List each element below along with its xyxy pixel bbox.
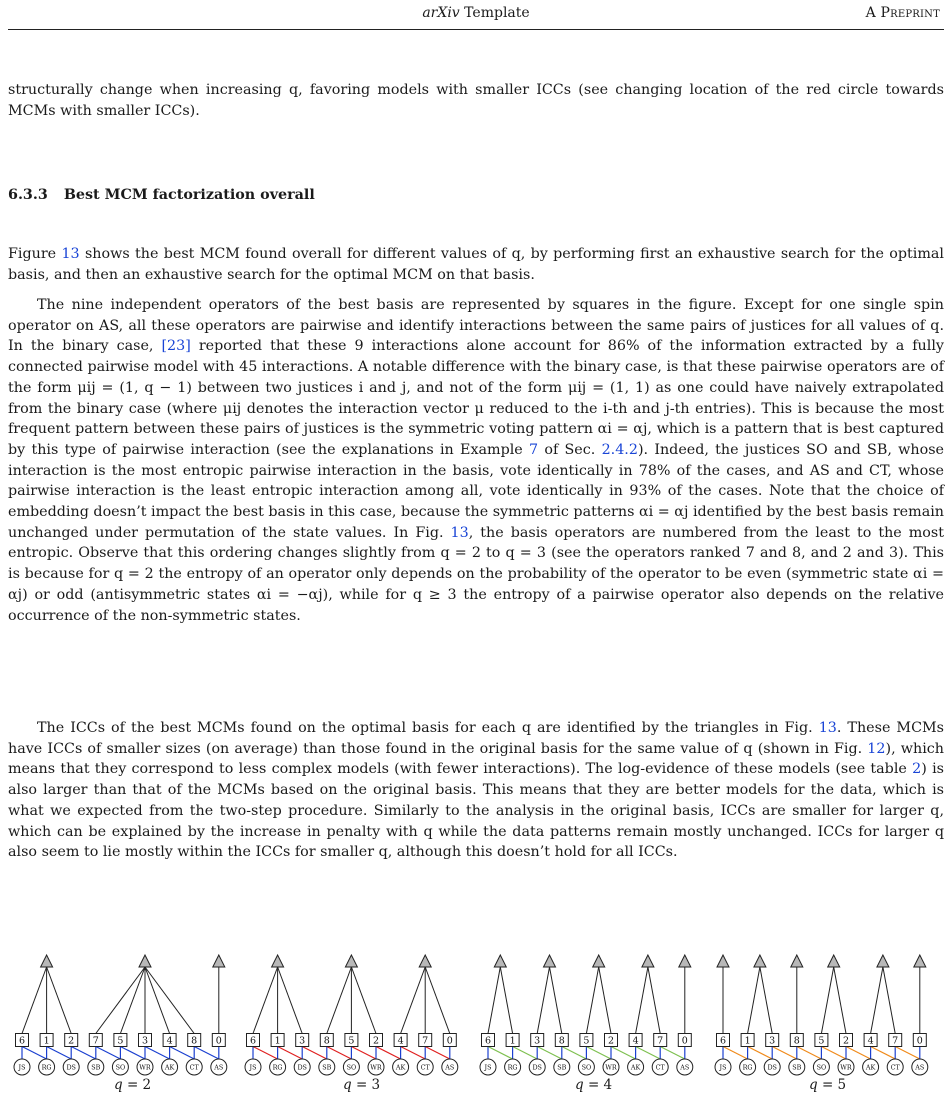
icc-link (120, 967, 145, 1034)
panel-label-q3: q = 3 (343, 1077, 381, 1093)
justice-label: CT (189, 1063, 199, 1072)
icc-link (760, 967, 772, 1034)
justice-label: WR (370, 1063, 382, 1072)
icc-triangle (877, 955, 889, 967)
pair-edge-secondary (96, 1047, 121, 1060)
pair-edge-secondary (401, 1047, 426, 1060)
operator-number: 5 (117, 1035, 124, 1047)
icc-triangle (679, 955, 691, 967)
justice-label: AK (395, 1063, 406, 1072)
operator-number: 6 (18, 1035, 26, 1047)
icc-link (586, 967, 598, 1034)
header-title: arXiv Template (422, 5, 530, 21)
justice-label: JS (484, 1063, 492, 1072)
pair-edge-secondary (278, 1047, 303, 1060)
pair-edge-secondary (170, 1047, 195, 1060)
operator-number: 0 (681, 1035, 688, 1047)
figure-ref-link[interactable]: 13 (61, 246, 80, 262)
icc-triangle (828, 955, 840, 967)
operator-number: 7 (422, 1035, 429, 1047)
operator-number: 1 (43, 1035, 50, 1047)
section-number: 6.3.3 (8, 187, 48, 203)
justice-label: WR (139, 1063, 151, 1072)
icc-link (425, 967, 450, 1034)
section-ref-link[interactable]: 2.4.2 (601, 441, 638, 458)
justice-label: JS (18, 1063, 26, 1072)
operator-number: 8 (323, 1035, 330, 1047)
pair-edge-secondary (723, 1047, 748, 1060)
justice-label: SB (322, 1063, 332, 1072)
operator-number: 3 (141, 1035, 149, 1047)
icc-link (821, 967, 833, 1034)
section-title: Best MCM factorization overall (63, 187, 315, 203)
pair-edge-secondary (488, 1047, 513, 1060)
icc-link (145, 967, 194, 1034)
operator-number: 2 (607, 1035, 615, 1047)
justice-label: SB (557, 1063, 567, 1072)
operator-number: 4 (867, 1035, 874, 1047)
operator-number: 7 (657, 1035, 664, 1047)
operator-number: 5 (818, 1035, 825, 1047)
icc-link (550, 967, 562, 1034)
icc-link (278, 967, 303, 1034)
operator-number: 0 (446, 1035, 453, 1047)
pair-edge-secondary (895, 1047, 920, 1060)
pair-edge-secondary (871, 1047, 896, 1060)
pair-edge-secondary (351, 1047, 376, 1060)
justice-label: SO (115, 1063, 126, 1072)
justice-label: JS (719, 1063, 727, 1072)
paragraph-continued: structurally change when increasing q, favoring models with smaller ICCs (see changing location of the red circle towards MCMs with smaller ICCs). (8, 82, 944, 119)
icc-triangle (593, 955, 605, 967)
icc-triangle (213, 955, 225, 967)
table-ref-link[interactable]: 2 (912, 761, 922, 778)
justice-label: AS (915, 1063, 925, 1072)
justice-label: WR (840, 1063, 852, 1072)
paragraph-best-basis: The nine independent operators of the best basis are represented by squares in the figure. Except for one single spin operator on AS, all these operators are pairwise and identify interactions between the same pairs of justices for all values of q. In the binary case, [23] reported that these 9 interactions alone account for 86% of the information extracted by a fully connected pairwise model with 45 interactions. A notable difference with the binary case, is that these pairwise operators are of the form μij = (1, q − 1) between two justices i and j, and not of the form μij = (1, 1) as one could have naively extrapolated from the binary case (where μij denotes the interaction vector μ reduced to the i-th and j-th entries). This is because the most frequent pattern between these pairs of justices is the symmetric voting pattern αi = αj, which is a pattern that is best captured by this type of pairwise interaction (see the explanations in Example 7 of Sec. 2.4.2). Indeed, the justices SO and SB, whose interaction is the most entropic pairwise interaction in the basis, vote identically in 78% of the cases, and AS and CT, whose pairwise interaction is the least entropic interaction among all, vote identically in 93% of the cases. Note that the choice of embedding doesn’t impact the best basis in this case, because the symmetric patterns αi = αj identified by the best basis remain unchanged under permutation of the state values. In Fig. 13, the basis operators are numbered from the least to the most entropic. Observe that this ordering changes slightly from q = 2 to q = 3 (see the operators ranked 7 and 8, and 2 and 3). This is because for q = 2 the entropy of an operator only depends on the probability of the operator to be even (symmetric state αi = αj) or odd (antisymmetric states αi = −αj), while for q ≥ 3 the entropy of a pairwise operator also depends on the relative occurrence of the non-symmetric states. (8, 297, 944, 624)
pair-edge-secondary (120, 1047, 145, 1060)
operator-number: 2 (842, 1035, 850, 1047)
operator-number: 4 (397, 1035, 404, 1047)
icc-link (47, 967, 72, 1034)
operator-number: 8 (191, 1035, 198, 1047)
icc-triangle (754, 955, 766, 967)
pair-edge-secondary (47, 1047, 72, 1060)
figure-ref-link[interactable]: 13 (818, 720, 837, 736)
figure-ref-link[interactable]: 12 (867, 740, 886, 757)
justice-label: RG (272, 1063, 283, 1072)
icc-link (401, 967, 426, 1034)
pair-edge-secondary (586, 1047, 611, 1060)
icc-link (883, 967, 895, 1034)
icc-triangle (717, 955, 729, 967)
justice-label: CT (420, 1063, 430, 1072)
operator-number: 3 (534, 1035, 541, 1047)
justice-label: AS (445, 1063, 455, 1072)
paragraph-iccs: The ICCs of the best MCMs found on the optimal basis for each q are identified by the triangles in Fig. 13. These MCMs have ICCs of smaller sizes (on average) than those found in the original basis for the same value of q (shown in Fig. 12), which means that they correspond to less complex models (with fewer interactions). The log-evidence of these models (see table 2) is also larger than that of the MCMs based on the original basis. This means that they are better models for the data, which is what we expected from the two-step procedure. Similarly to the analysis in the original basis, ICCs are smaller for larger q, which can be explained by the increase in penalty with q while the data patterns remain mostly unchanged. ICCs for larger q also seem to lie mostly within the ICCs for smaller q, although this doesn’t hold for all ICCs. (8, 720, 945, 861)
figure-mcm-diagrams (0, 950, 952, 1093)
pair-edge-secondary (194, 1047, 219, 1060)
justice-label: AS (214, 1063, 224, 1072)
paragraph-figure-intro: Figure 13 shows the best MCM found overall for different values of q, by performing first an exhaustive search for the optimal basis, and then an exhaustive search for the optimal MCM on that basis. (8, 246, 944, 283)
panel-label-q4: q = 4 (575, 1077, 613, 1093)
operator-number: 6 (484, 1035, 492, 1047)
justice-label: DS (297, 1063, 307, 1072)
icc-link (488, 967, 500, 1034)
pair-edge-secondary (562, 1047, 587, 1060)
justice-label: AK (630, 1063, 641, 1072)
pair-edge-secondary (327, 1047, 352, 1060)
icc-triangle (345, 955, 357, 967)
pair-edge-secondary (821, 1047, 846, 1060)
icc-triangle (139, 955, 151, 967)
pair-edge-secondary (660, 1047, 685, 1060)
justice-label: AS (680, 1063, 690, 1072)
icc-link (145, 967, 170, 1034)
justice-label: SB (792, 1063, 802, 1072)
panel-label-q5: q = 5 (809, 1077, 847, 1093)
operator-number: 1 (744, 1035, 751, 1047)
justice-label: CT (655, 1063, 665, 1072)
icc-link (748, 967, 760, 1034)
pair-edge-secondary (772, 1047, 797, 1060)
panel-label-q2: q = 2 (114, 1077, 152, 1093)
icc-link (327, 967, 352, 1034)
mcm-diagram-svg (0, 950, 952, 1090)
operator-number: 4 (632, 1035, 639, 1047)
figure-ref-link[interactable]: 13 (450, 524, 469, 541)
justice-label: WR (605, 1063, 617, 1072)
operator-number: 7 (892, 1035, 899, 1047)
icc-link (253, 967, 278, 1034)
icc-triangle (494, 955, 506, 967)
operator-number: 1 (509, 1035, 516, 1047)
operator-number: 1 (274, 1035, 281, 1047)
pair-edge-secondary (425, 1047, 450, 1060)
pair-edge-secondary (797, 1047, 822, 1060)
icc-link (599, 967, 611, 1034)
icc-link (537, 967, 549, 1034)
operator-number: 0 (916, 1035, 923, 1047)
operator-number: 5 (348, 1035, 355, 1047)
icc-link (636, 967, 648, 1034)
operator-number: 5 (583, 1035, 590, 1047)
running-header (8, 0, 944, 30)
operator-number: 8 (558, 1035, 565, 1047)
operator-number: 6 (249, 1035, 257, 1047)
justice-label: SO (581, 1063, 592, 1072)
justice-label: DS (767, 1063, 777, 1072)
header-preprint-label: A Preprint (865, 5, 940, 21)
justice-label: AK (164, 1063, 175, 1072)
pair-edge-secondary (302, 1047, 327, 1060)
pair-edge-secondary (145, 1047, 170, 1060)
justice-label: RG (742, 1063, 753, 1072)
section-heading (8, 187, 315, 203)
operator-number: 3 (769, 1035, 776, 1047)
justice-label: RG (507, 1063, 518, 1072)
pair-edge-secondary (376, 1047, 401, 1060)
justice-label: RG (41, 1063, 52, 1072)
icc-link (834, 967, 846, 1034)
operator-number: 2 (372, 1035, 380, 1047)
icc-triangle (272, 955, 284, 967)
icc-link (871, 967, 883, 1034)
icc-triangle (914, 955, 926, 967)
pair-edge-secondary (513, 1047, 538, 1060)
justice-label: DS (66, 1063, 76, 1072)
justice-label: DS (532, 1063, 542, 1072)
justice-label: SO (816, 1063, 827, 1072)
icc-triangle (544, 955, 556, 967)
justice-label: SO (346, 1063, 357, 1072)
pair-edge-secondary (636, 1047, 661, 1060)
pair-edge-secondary (611, 1047, 636, 1060)
pair-edge-secondary (537, 1047, 562, 1060)
operator-number: 7 (92, 1035, 99, 1047)
icc-triangle (419, 955, 431, 967)
example-ref-link[interactable]: 7 (529, 441, 539, 458)
pair-edge-secondary (71, 1047, 96, 1060)
justice-label: AK (865, 1063, 876, 1072)
icc-triangle (642, 955, 654, 967)
pair-edge-secondary (846, 1047, 871, 1060)
operator-number: 3 (299, 1035, 306, 1047)
icc-link (22, 967, 47, 1034)
icc-triangle (41, 955, 53, 967)
icc-link (500, 967, 512, 1034)
operator-number: 6 (719, 1035, 727, 1047)
icc-link (351, 967, 376, 1034)
icc-link (648, 967, 660, 1034)
operator-number: 2 (68, 1035, 75, 1047)
icc-link (96, 967, 145, 1034)
justice-label: JS (249, 1063, 257, 1072)
citation-link[interactable]: [23] (161, 338, 191, 355)
operator-number: 0 (215, 1035, 222, 1047)
operator-number: 4 (166, 1035, 173, 1047)
operator-number: 8 (793, 1035, 800, 1047)
icc-triangle (791, 955, 803, 967)
justice-label: CT (890, 1063, 900, 1072)
pair-edge-secondary (748, 1047, 773, 1060)
pair-edge-secondary (253, 1047, 278, 1060)
pair-edge-secondary (22, 1047, 47, 1060)
justice-label: SB (91, 1063, 101, 1072)
